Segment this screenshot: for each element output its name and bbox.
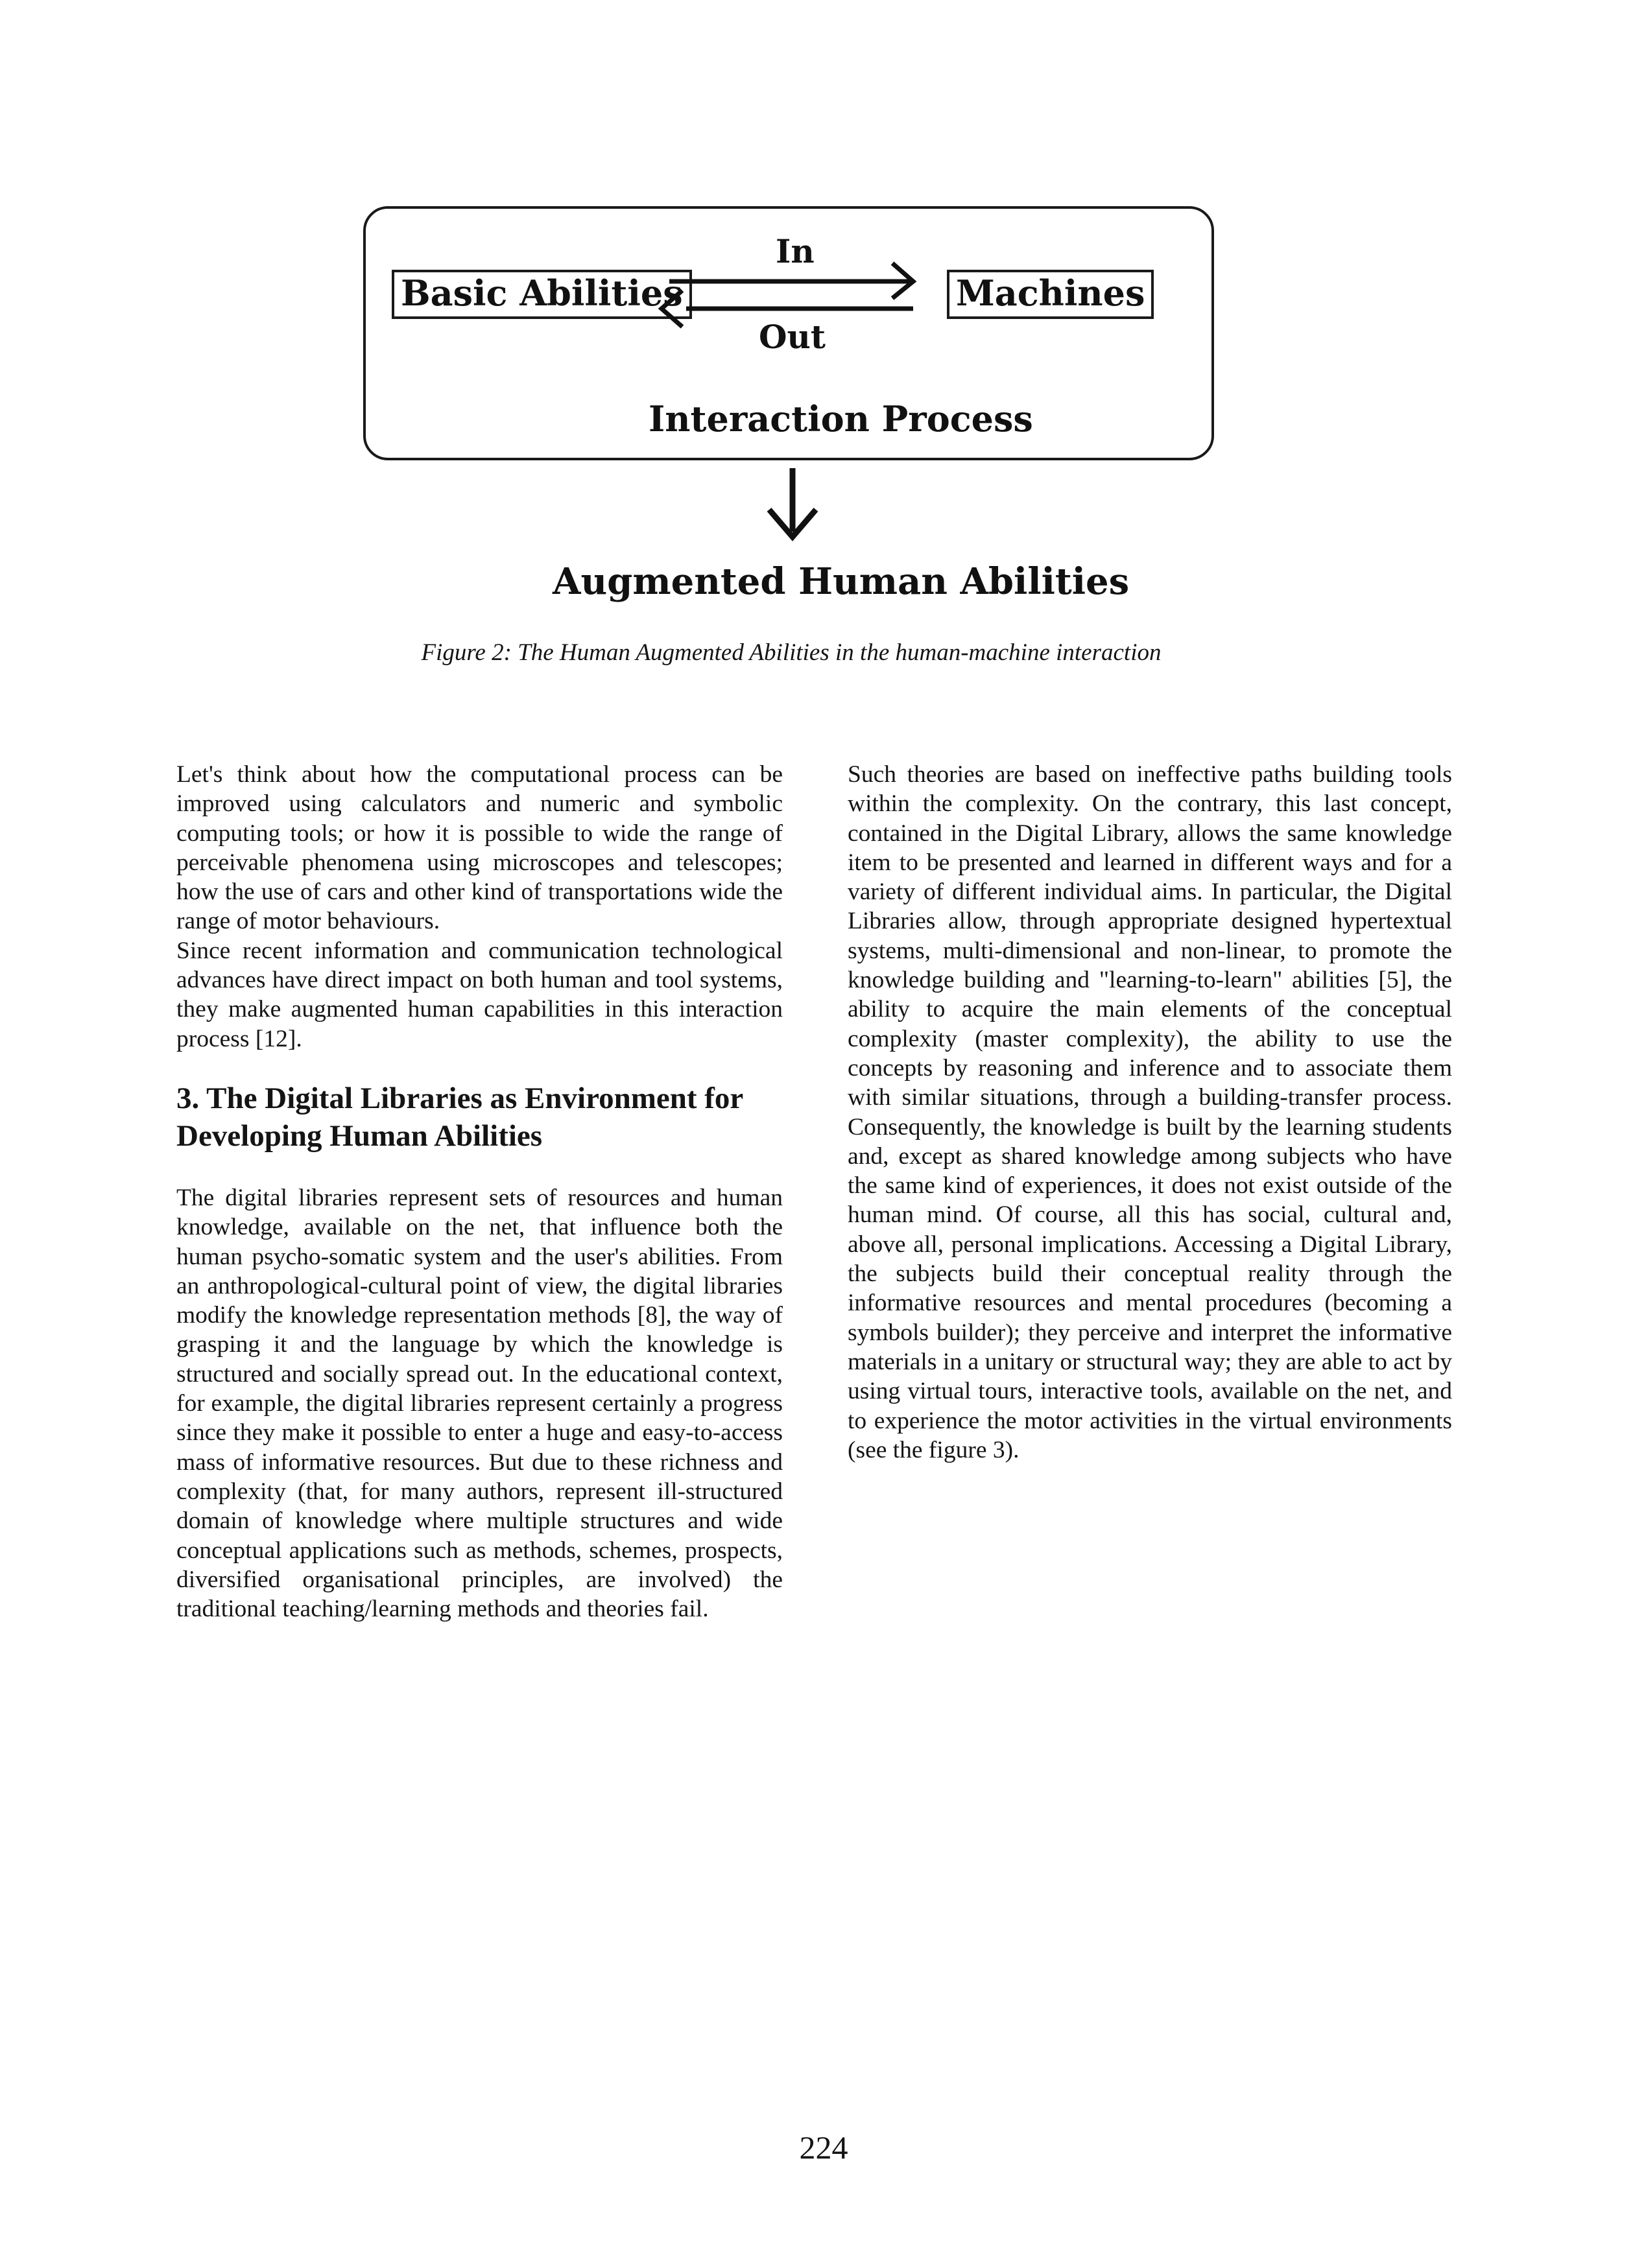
- figure-caption: Figure 2: The Human Augmented Abilities in the human-machine interaction: [421, 639, 1162, 666]
- page-number: 224: [799, 2129, 848, 2166]
- paragraph: Since recent information and communication technological advances have direct impact on both human and tool systems, they make augmented human capabilities in this interaction process [12].: [176, 937, 783, 1052]
- arrow-down-icon: [769, 468, 816, 537]
- arrow-out-icon: [662, 290, 913, 327]
- section-heading: 3. The Digital Libraries as Environment for Developing Human Abilities: [176, 1081, 743, 1153]
- arrow-out-label: Out: [759, 318, 826, 356]
- interaction-process-label: Interaction Process: [649, 398, 1033, 440]
- arrow-in-label: In: [776, 232, 815, 270]
- paragraph: Let's think about how the computational process can be improved using calculators and numeric and symbolic computing tools; or how it is possible to wide the range of perceivable phenomena using microscopes and telescopes; how the use of cars and other kind of transportations wide the range of motor behaviours.: [176, 761, 783, 935]
- basic-abilities-box: Basic Abilities: [392, 270, 692, 319]
- diagram-arrows: [0, 0, 1646, 648]
- right-column: [848, 760, 1452, 1465]
- paragraph: Such theories are based on ineffective paths building tools within the complexity. On the contrary, this last concept, contained in the Digital Library, allows the same knowledge item to be presented and learned in different ways and for a variety of different individual aims. In particular, the Digital Libraries allow, through appropriate designed hypertextual systems, multi-dimensional and non-linear, to promote the knowledge building and "learning-to-learn" abilities [5], the ability to acquire the main elements of the conceptual complexity (master complexity), the ability to use the concepts by reasoning and inference and to associate them with similar situations, through a building-transfer process. Consequently, the knowledge is built by the learning students and, except as shared knowledge among subjects who have the same kind of experiences, it does not exist outside of the human mind. Of course, all this has social, cultural and, above all, personal implications. Accessing a Digital Library, the subjects build their conceptual reality through the informative resources and mental procedures (becoming a symbols builder); they perceive and interpret the informative materials in a unitary or structural way; they are able to act by using virtual tours, interactive tools, available on the net, and to experience the motor activities in the virtual environments (see the figure 3).: [848, 761, 1452, 1463]
- machines-box: Machines: [947, 270, 1154, 319]
- paragraph: The digital libraries represent sets of resources and human knowledge, available on the net, that influence both the human psycho-somatic system and the user's abilities. From an anthropological-cultural point of view, the digital libraries modify the knowledge representation methods [8], the way of grasping it and the language by which the knowledge is structured and socially spread out. In the educational context, for example, the digital libraries represent certainly a progress since they make it possible to enter a huge and easy-to-access mass of informative resources. But due to these richness and complexity (that, for many authors, represent ill-structured domain of knowledge where multiple structures and wide conceptual applications such as methods, schemes, prospects, diversified organisational principles, are involved) the traditional teaching/learning methods and theories fail.: [176, 1184, 783, 1623]
- augmented-abilities-label: Augmented Human Abilities: [553, 560, 1130, 603]
- arrow-in-icon: [669, 263, 913, 298]
- left-column: [176, 760, 783, 1624]
